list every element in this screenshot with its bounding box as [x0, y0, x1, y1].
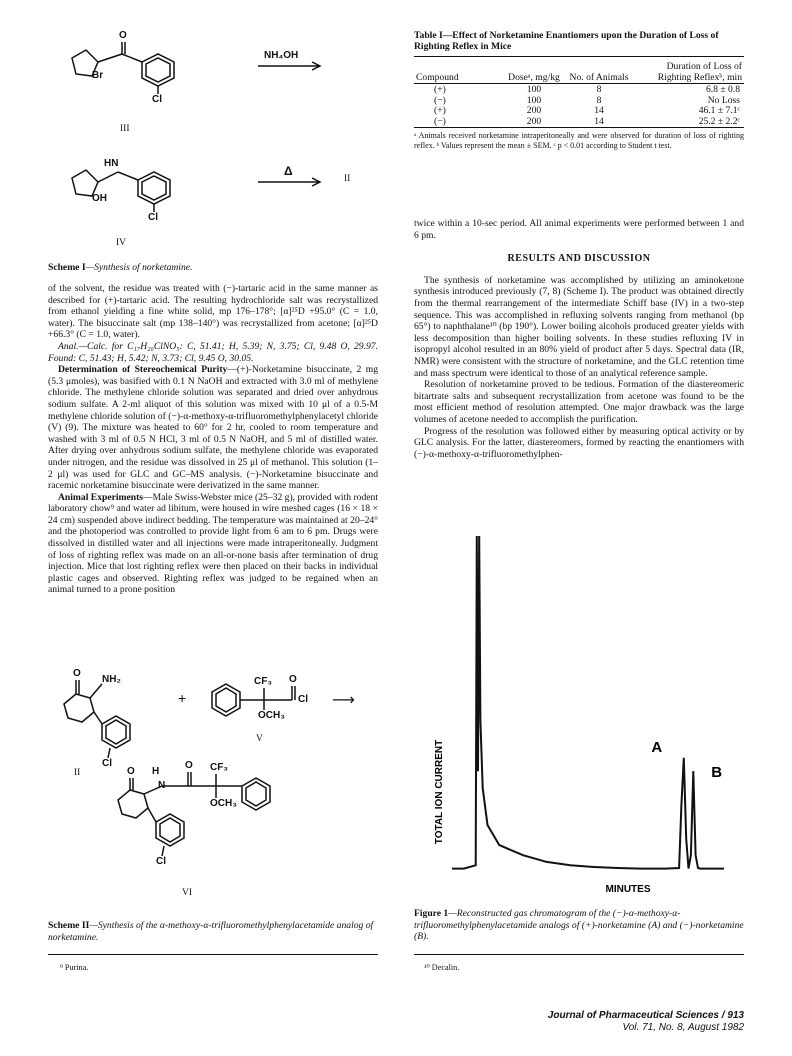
table-cell: 14	[594, 115, 604, 127]
journal-volume: Vol. 71, No. 8, August 1982	[622, 1022, 744, 1033]
table-header-animals: No. of Animals	[569, 71, 629, 83]
atom-o: O	[185, 760, 193, 771]
compound-label-iv: IV	[116, 238, 127, 248]
table-header-duration: Duration of Loss of Righting Reflexᵇ, min	[657, 61, 742, 83]
table-1-footnote: ᵃ Animals received norketamine intraperitoneally and were observed for duration of loss of righting reflex. ᵇ Values represent the mean ± SEM. ᶜ p < 0.01 according to Student t test.	[414, 131, 744, 150]
figure-1-caption-text: —Reconstructed gas chromatogram of the (−)-α-methoxy-α-trifluoromethylphenylacetamide analogs of (+)-norketamine (A) and (−)-norketamine (B).	[414, 908, 744, 943]
left-column-body	[48, 283, 378, 596]
table-cell: 100	[526, 84, 542, 95]
figure-1-caption	[414, 908, 744, 943]
footnote-rule-left	[48, 954, 378, 955]
footnote-rule-right	[414, 954, 744, 955]
reaction-arrow: ⟶	[332, 692, 355, 709]
atom-oh: OH	[92, 193, 107, 204]
table-header-dose: Doseᵃ, mg/kg	[508, 71, 560, 83]
figure-1-caption-label: Figure 1	[414, 908, 449, 919]
paragraph: The synthesis of norketamine was accomplished by utilizing an aminoketone synthesis introduced previously (7, 8) (Scheme I). The product was obtained directly from the thermal rearrangement of the intermediate Schiff base (IV) in a two-step sequence. This was accomplished in refluxing solvents ranging from methanol (bp 65°) to naphthalane¹⁰ (bp 190°). Lower boiling alcohols produced greater yields with less decomposition than higher boiling solvents. In these studies refluxing IV in isopropyl alcohol resulted in an 80% yield of product after 5 days. Spectral data (IR, NMR) were consistent with the structure of norketamine, and the GLC retention time and mass spectrum were identical to those of an analytical reference sample.	[414, 274, 744, 379]
section-run-in-heading: Determination of Stereochemical Purity	[58, 364, 228, 376]
figure-1	[414, 522, 744, 902]
right-column-body	[414, 218, 744, 460]
atom-cl: Cl	[148, 212, 158, 223]
table-cell: 14	[594, 105, 604, 116]
table-cell: 100	[526, 94, 542, 106]
scheme-2-caption-text: —Synthesis of the α-methoxy-α-trifluoromethylphenylacetamide analog of norketamine.	[48, 920, 374, 943]
reagent-nh4oh: NH₄OH	[264, 50, 299, 61]
footnote-left: ⁹ Purina.	[60, 963, 89, 972]
journal-footer	[444, 1010, 744, 1034]
atom-cl: Cl	[156, 856, 166, 867]
scheme-2-caption-label: Scheme II	[48, 920, 90, 931]
table-row	[414, 96, 744, 107]
paragraph-text: Anal.—Calc. for C₁₇H₂₀ClNO₅: C, 51.41; H, 5.39; N, 3.75; Cl, 9.48 O, 29.97. Found: C, 51.43; H, 5.42; N, 3.73; Cl, 9.45 O, 30.05.	[48, 340, 378, 364]
table-cell: (+)	[434, 84, 446, 95]
table-cell: 200	[526, 115, 542, 127]
atom-cf3: CF₃	[210, 762, 228, 773]
atom-o: O	[289, 674, 297, 685]
atom-o: O	[73, 668, 81, 679]
compound-label-v: V	[256, 734, 263, 744]
table-cell: (+)	[434, 105, 446, 116]
table-row	[414, 117, 744, 128]
footnote-right: ¹⁰ Decalin.	[424, 963, 460, 972]
journal-name-page: Journal of Pharmaceutical Sciences / 913	[547, 1010, 744, 1021]
table-cell: (−)	[434, 115, 446, 127]
table-cell: 8	[596, 94, 602, 106]
scheme-2-structures	[48, 662, 378, 902]
scheme-1-caption-label: Scheme I	[48, 262, 86, 273]
peak-label-a: A	[651, 738, 663, 756]
scheme-1-caption	[48, 262, 378, 274]
atom-cl: Cl	[298, 694, 308, 705]
plus-sign: +	[178, 690, 187, 706]
table-rule-top	[414, 56, 744, 60]
section-run-in-heading: Animal Experiments	[58, 491, 144, 503]
paragraph-stereochemical-purity	[48, 364, 378, 492]
chromatogram-chart	[414, 522, 744, 902]
heat-symbol: Δ	[284, 164, 293, 178]
scheme-2-caption	[48, 920, 378, 943]
table-cell: 6.8 ± 0.8	[705, 84, 740, 95]
atom-h: H	[152, 766, 160, 777]
atom-och3: OCH₃	[210, 798, 237, 809]
peak-label-b: B	[711, 764, 723, 782]
atom-o: O	[127, 766, 135, 777]
atom-cf3: CF₃	[254, 676, 272, 687]
table-cell: 8	[596, 84, 602, 95]
paragraph-text: —(+)-Norketamine bisuccinate, 2 mg (5.3 μmoles), was basified with 0.1 N NaOH and extracted with 3.0 ml of methylene chloride. The methylene chloride solution was separated and dried over anhydrous sodium sulfate. A 2-ml aliquot of this solution was mixed with 10 μl of a 0.5-M methylene chloride solution of (−)-α-methoxy-α-trifluoromethylphenylacetyl chloride (V) (9). The mixture was heated to 60° for 2 hr, cooled to room temperature and washed with 3 ml of 0.5 N HCl, 3 ml of 0.5 N NaOH, and 5 ml of distilled water. After drying over anhydrous sodium sulfate, the methylene chloride was evaporated under nitrogen, and the residue was dissolved in 25 μl of methanol. This solution (1–2 μl) was used for GLC and GC–MS analysis. (−)-Norketamine bisuccinate and racemic norketamine bisuccinate were derivatized in the same manner.	[48, 364, 378, 492]
table-row	[414, 106, 744, 117]
atom-nh2: NH₂	[102, 674, 121, 685]
atom-o: O	[119, 30, 127, 41]
atom-n: N	[158, 780, 166, 791]
compound-label-ii: II	[74, 768, 81, 778]
table-1-title: Table I—Effect of Norketamine Enantiomers upon the Duration of Loss of Righting Reflex in Mice	[414, 30, 719, 52]
scheme-1-structures	[48, 30, 378, 260]
scheme-1-caption-text: —Synthesis of norketamine.	[85, 262, 193, 273]
scheme-2	[48, 662, 378, 902]
table-cell: 200	[526, 105, 542, 116]
paragraph: of the solvent, the residue was treated with (−)-tartaric acid in the same manner as described for (+)-tartaric acid. The resulting hydrochloride salt was recrystallized from ethanol yielding a fine white solid, mp 176–178°; [α]²⁵D +95.0° (C = 1.0, water). The bisuccinate salt (mp 138–140°) was recrystallized from acetone; [α]²⁵D +66.3° (C = 1.0, water).	[48, 283, 378, 341]
table-1	[414, 62, 744, 128]
paragraph: twice within a 10-sec period. All animal experiments were performed between 1 and 6 pm.	[414, 218, 744, 241]
paragraph: Progress of the resolution was followed either by measuring optical activity or by GLC analysis. For the latter, diastereomers, formed by reacting the enantiomers with (−)-α-methoxy-α-trifluoromethylphen-	[414, 425, 744, 460]
paragraph-analysis	[48, 341, 378, 364]
atom-cl: Cl	[152, 94, 162, 105]
scheme-1	[48, 30, 378, 260]
table-header-row	[414, 62, 744, 84]
section-heading: RESULTS AND DISCUSSION	[507, 253, 651, 265]
paragraph-animal-experiments	[48, 492, 378, 596]
y-axis-label: TOTAL ION CURRENT	[434, 739, 445, 845]
compound-label-ii: II	[344, 174, 351, 184]
atom-och3: OCH₃	[258, 710, 285, 721]
table-1-block	[414, 30, 744, 150]
atom-br: Br	[92, 70, 104, 81]
atom-cl: Cl	[102, 758, 112, 769]
table-cell: (−)	[434, 94, 446, 106]
table-cell: No Loss	[707, 94, 740, 106]
paragraph: Resolution of norketamine proved to be tedious. Formation of the diastereomeric bitartrate salts and subsequent recrystallization from acetone was found to be the most efficient method of resolution attempted. One major drawback was the large volumes of acetone needed to accomplish the purification.	[414, 379, 744, 425]
table-cell: 46.1 ± 7.1ᶜ	[698, 105, 740, 116]
paragraph-text: —Male Swiss-Webster mice (25–32 g), provided with rodent laboratory chow⁹ and water ad libitum, were housed in wire meshed cages (16 × 18 × 24 cm) suspended above indirect bedding. The temperature was maintained at 20–24° and the photoperiod was controlled to provide light from 6 am to 6 pm. Drugs were dissolved in distilled water and all injections were made intraperitoneally. Judgment of loss of righting reflex was made on an all-or-none basis after termination of drug injection. Mice that lost righting reflex were then placed on their backs in individual plastic cages and observed. Righting reflex was judged to be regained when an animal turned to a prone position	[48, 491, 378, 596]
chromatogram-trace	[452, 536, 724, 869]
compound-label-vi: VI	[182, 888, 193, 898]
table-row	[414, 84, 744, 96]
table-header-compound: Compound	[416, 71, 459, 83]
compound-label-iii: III	[120, 124, 130, 134]
x-axis-label: MINUTES	[605, 884, 651, 895]
atom-hn: HN	[104, 158, 119, 169]
table-cell: 25.2 ± 2.2ᶜ	[698, 115, 740, 127]
